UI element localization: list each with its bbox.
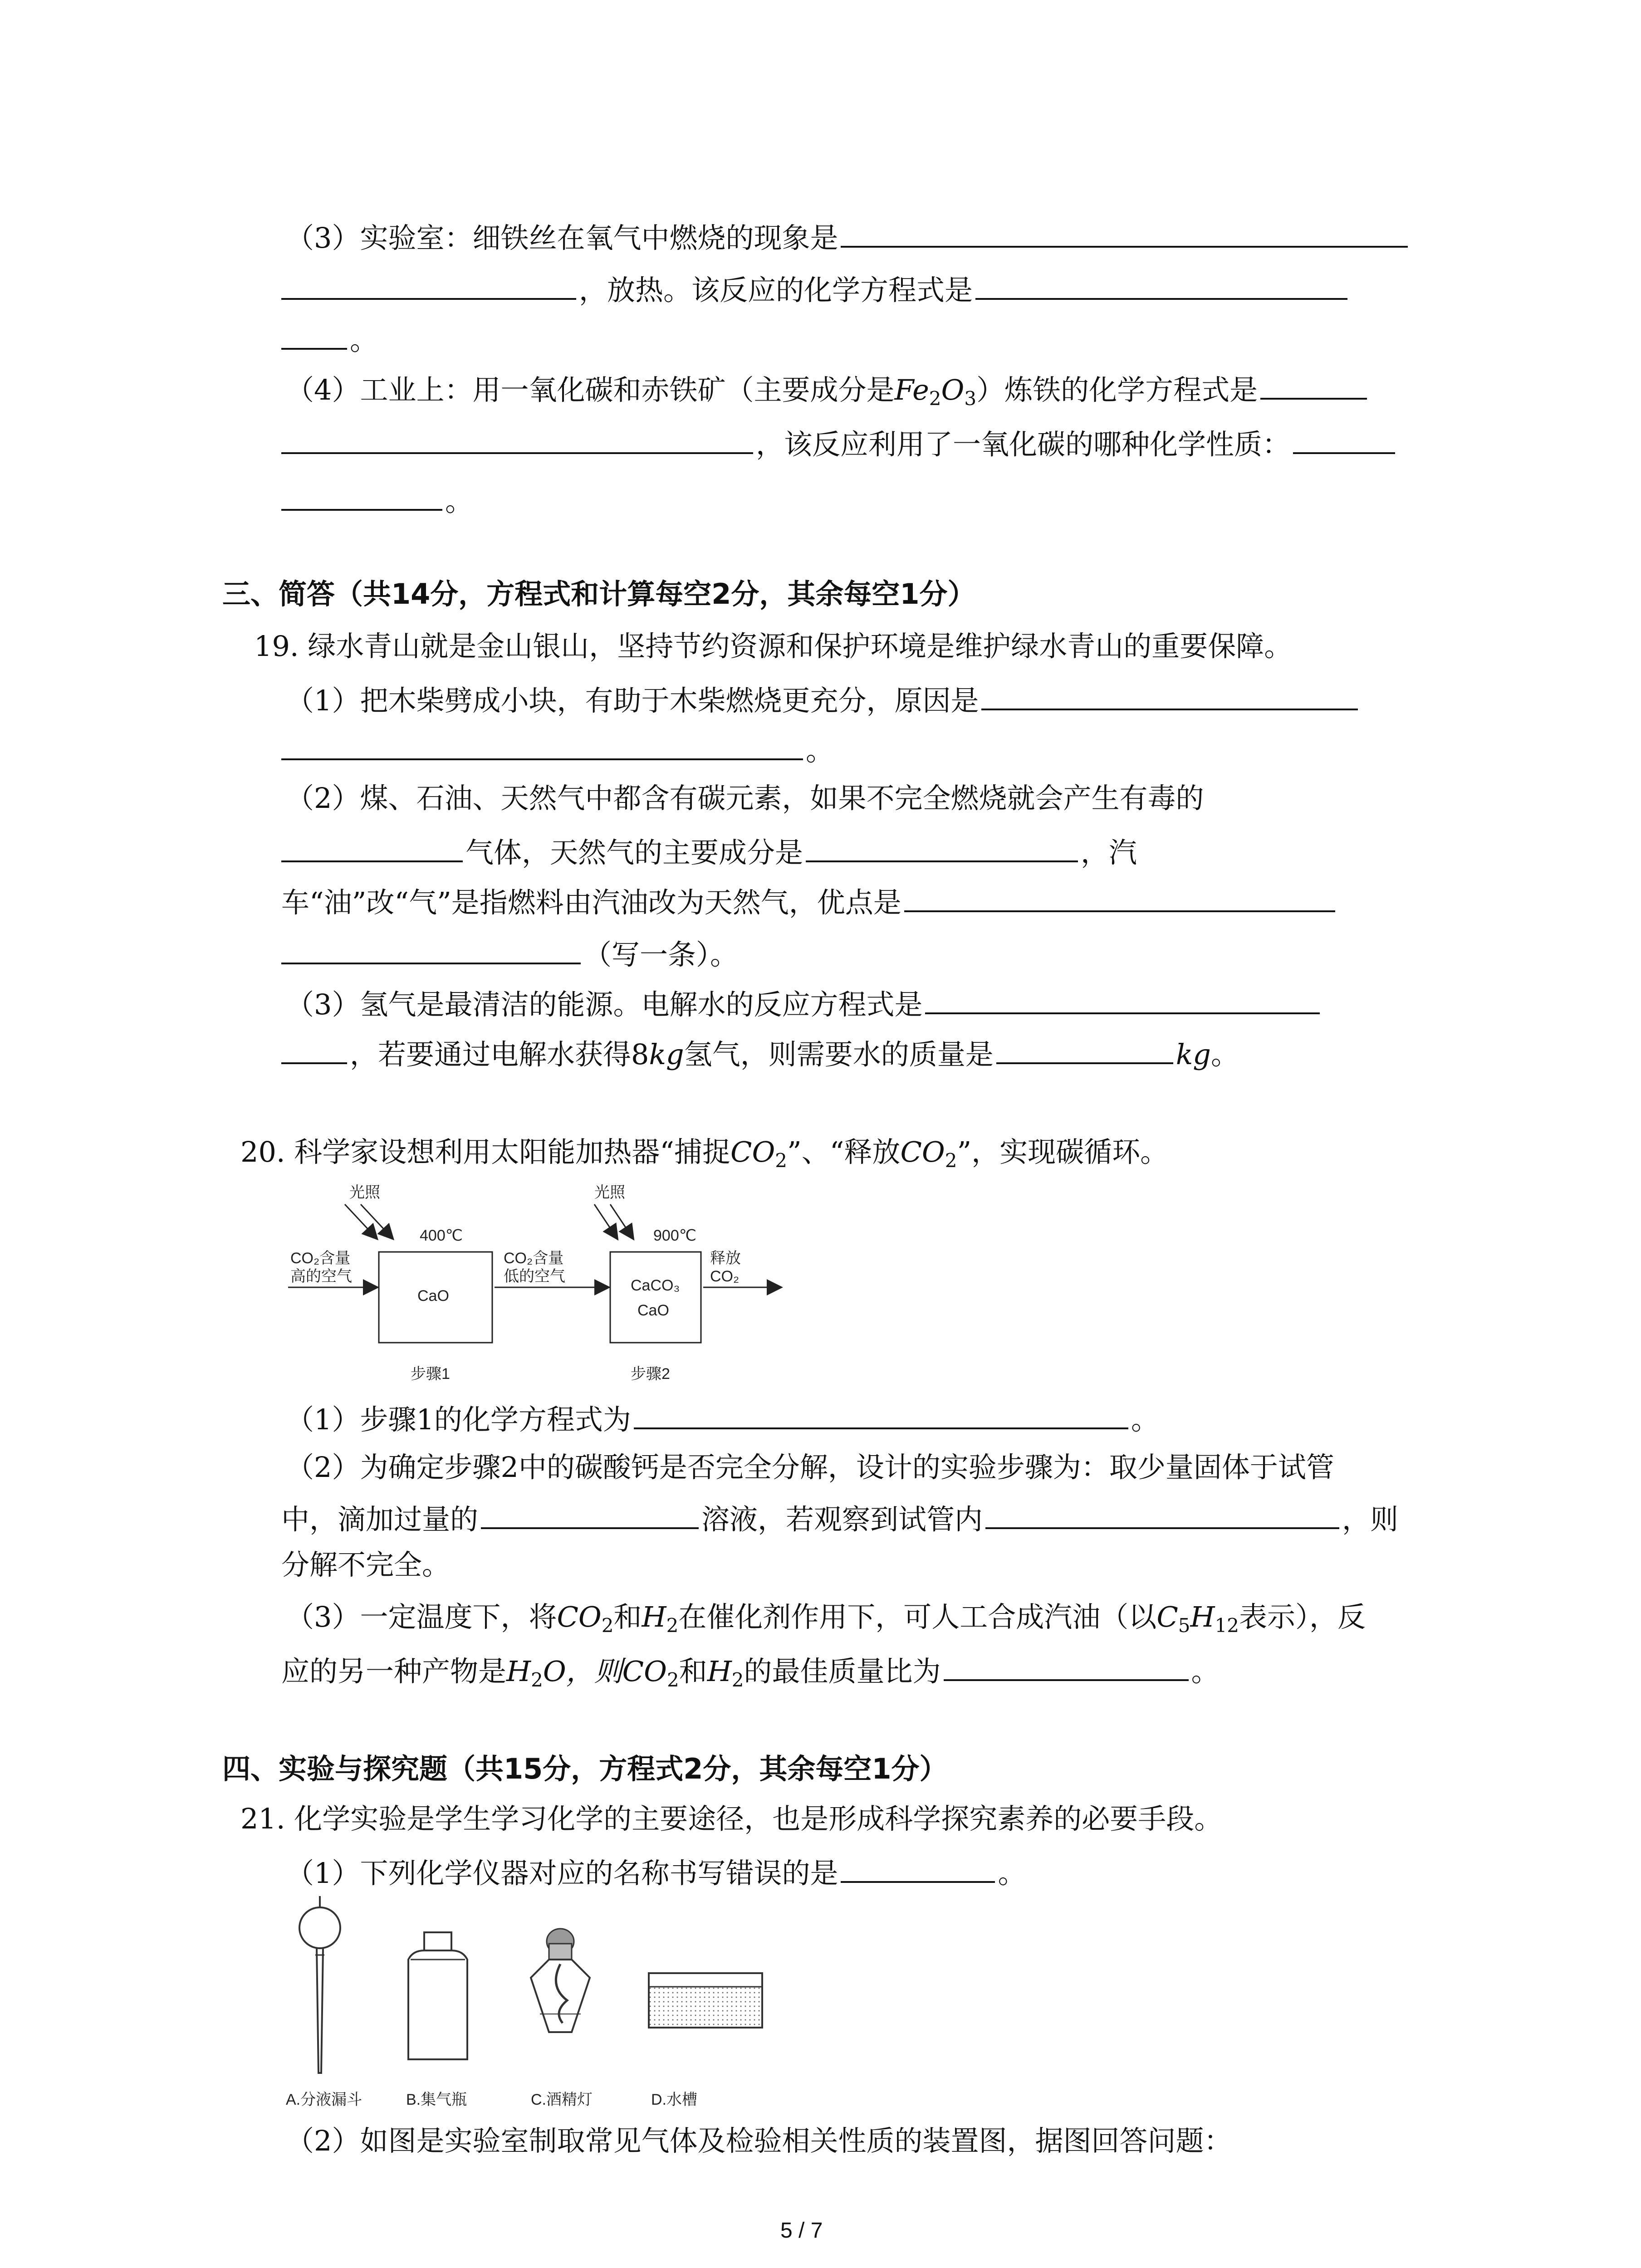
sunlight-arrows-icon: [594, 1204, 633, 1238]
water-trough-icon: [649, 1973, 762, 2028]
svg-text:CaCO₃: CaCO₃: [631, 1277, 680, 1294]
temperature-400: 400℃: [420, 1227, 463, 1244]
section-3-heading: 三、简答（共14分，方程式和计算每空2分，其余每空1分）: [222, 577, 976, 611]
q19-part3-line2: ，若要通过电解水获得8kg氢气，则需要水的质量是 kg。: [281, 1034, 1239, 1073]
svg-text:释放: 释放: [710, 1250, 741, 1267]
q18-part4-line1: （4）工业上：用一氧化碳和赤铁矿（主要成分是$Fe_2O_3$）炼铁的化学方程式是: [286, 370, 1370, 417]
q19-part3-line1: （3）氢气是最清洁的能源。电解水的反应方程式是: [286, 984, 1323, 1023]
answer-blank[interactable]: [975, 270, 1347, 300]
answer-blank[interactable]: [981, 680, 1358, 710]
q19-part2-line1: （2）煤、石油、天然气中都含有碳元素，如果不完全燃烧就会产生有毒的: [286, 782, 1204, 815]
gas-bottle-icon: [408, 1932, 467, 2059]
svg-text:高的空气: 高的空气: [290, 1268, 352, 1285]
svg-text:CaO: CaO: [417, 1287, 449, 1305]
q18-part3-line3: 。: [281, 320, 378, 358]
q20-part2-line2: 中，滴加过量的 溶液，若观察到试管内 ，则: [281, 1499, 1398, 1538]
answer-blank[interactable]: [481, 1499, 699, 1529]
alcohol-lamp-icon: [531, 1929, 590, 2032]
temperature-900: 900℃: [653, 1227, 696, 1244]
answer-blank[interactable]: [996, 1034, 1173, 1064]
step2-reactor-box: [610, 1252, 701, 1343]
sunlight-arrows-icon: [345, 1204, 392, 1238]
q18-part3-line1: [286, 218, 1411, 256]
svg-text:低的空气: 低的空气: [504, 1268, 565, 1285]
answer-blank[interactable]: [281, 424, 753, 454]
svg-text:步骤1: 步骤1: [411, 1365, 450, 1383]
answer-blank[interactable]: [1293, 424, 1395, 454]
answer-blank[interactable]: [841, 1853, 995, 1883]
lab-apparatus-figure: [277, 1892, 776, 2118]
separatory-funnel-icon: [299, 1896, 340, 2073]
q18-part3-text: （3）实验室：细铁丝在氧气中燃烧的现象是: [286, 221, 838, 254]
answer-blank[interactable]: [281, 320, 347, 350]
q20-part2-line1: （2）为确定步骤2中的碳酸钙是否完全分解，设计的实验步骤为：取少量固体于试管: [286, 1451, 1334, 1484]
answer-blank[interactable]: [925, 984, 1320, 1014]
answer-blank[interactable]: [281, 1034, 347, 1064]
q19-part2-line3: 车“油”改“气”是指燃料由汽油改为天然气，优点是: [281, 882, 1338, 921]
svg-text:CaO: CaO: [637, 1302, 669, 1319]
svg-text:CO₂: CO₂: [710, 1268, 740, 1285]
label-d: D.水槽: [651, 2091, 697, 2108]
answer-blank[interactable]: [1260, 370, 1367, 400]
q19-part2-line4: （写一条）。: [281, 934, 738, 973]
q20-part1: （1）步骤1的化学方程式为 。: [286, 1399, 1159, 1438]
answer-blank[interactable]: [944, 1651, 1189, 1681]
svg-text:CO₂含量: CO₂含量: [504, 1250, 564, 1267]
q21-part1: （1）下列化学仪器对应的名称书写错误的是 。: [286, 1853, 1026, 1892]
q20-part2-line3: 分解不完全。: [281, 1548, 451, 1581]
q19-part2-line2: 气体，天然气的主要成分是 ，汽: [281, 832, 1137, 871]
light-label-2: 光照: [594, 1184, 625, 1201]
answer-blank[interactable]: [634, 1399, 1128, 1429]
answer-blank[interactable]: [281, 832, 463, 862]
label-b: B.集气瓶: [406, 2091, 467, 2108]
svg-text:步骤2: 步骤2: [631, 1365, 670, 1383]
light-label-1: 光照: [349, 1184, 380, 1201]
q18-part3-line2: ，放热。该反应的化学方程式是: [281, 270, 1350, 308]
q20-part3-line1: （3）一定温度下，将$CO_2$和$H_2$在催化剂作用下，可人工合成汽油（以$C_5H_{12}$表示），反: [286, 1600, 1366, 1637]
label-a: A.分液漏斗: [286, 2091, 362, 2108]
answer-blank[interactable]: [806, 832, 1078, 862]
q19-part1-line1: （1）把木柴劈成小块，有助于木柴燃烧更充分，原因是: [286, 680, 1361, 719]
answer-blank[interactable]: [904, 882, 1335, 912]
label-c: C.酒精灯: [531, 2091, 593, 2108]
answer-blank[interactable]: [985, 1499, 1339, 1529]
formula-fe2o3: $Fe_2O_3$: [894, 373, 977, 410]
q20-part3-line2: 应的另一种产物是$H_2O$，则$CO_2$和$H_2$的最佳质量比为 。: [281, 1651, 1220, 1698]
q18-part4-line2: ，该反应利用了一氧化碳的哪种化学性质：: [281, 424, 1398, 463]
q20-stem: 20. 科学家设想利用太阳能加热器“捕捉$CO_2$”、“释放$CO_2$”，实现碳循环。: [240, 1135, 1169, 1172]
answer-blank[interactable]: [281, 730, 803, 760]
section-4-heading: 四、实验与探究题（共15分，方程式2分，其余每空1分）: [222, 1752, 948, 1785]
answer-blank[interactable]: [281, 270, 576, 300]
answer-blank[interactable]: [281, 481, 442, 511]
q19-stem: 19. 绿水青山就是金山银山，坚持节约资源和保护环境是维护绿水青山的重要保障。: [254, 630, 1293, 663]
carbon-cycle-diagram: [281, 1179, 803, 1397]
answer-blank[interactable]: [841, 218, 1408, 248]
q19-part1-line2: 。: [281, 730, 834, 769]
page-number: 5 / 7: [780, 2219, 823, 2243]
q18-part4-line3: 。: [281, 481, 473, 519]
answer-blank[interactable]: [281, 934, 581, 964]
q21-stem: 21. 化学实验是学生学习化学的主要途径，也是形成科学探究素养的必要手段。: [240, 1802, 1223, 1835]
q21-part2: （2）如图是实验室制取常见气体及检验相关性质的装置图，据图回答问题：: [286, 2124, 1232, 2157]
svg-text:CO₂含量: CO₂含量: [290, 1250, 351, 1267]
